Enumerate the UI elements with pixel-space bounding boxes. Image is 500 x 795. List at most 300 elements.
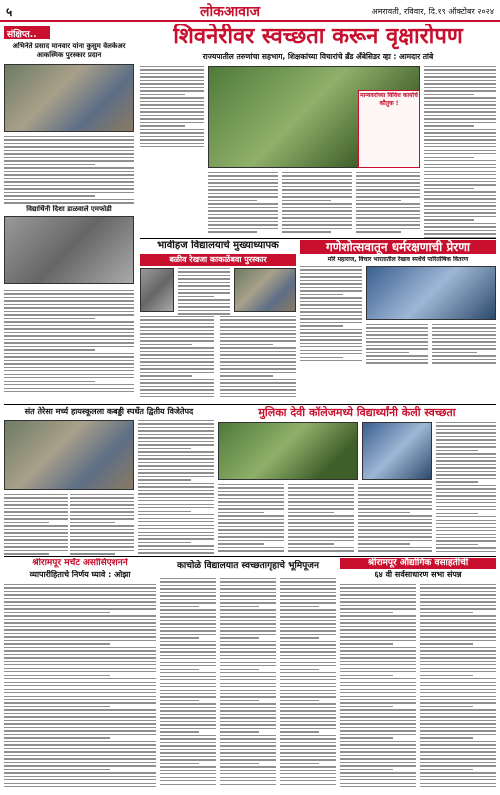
text-line [340,776,416,777]
text-line [282,196,352,197]
text-line [358,508,432,509]
text-line [424,118,496,119]
main-top-col4 [424,66,496,247]
text-line [4,536,68,537]
text-line [160,759,216,760]
text-line [424,230,496,231]
text-line [420,706,473,707]
text-line [160,686,216,687]
text-line [160,738,216,739]
text-line [220,703,276,704]
text-line [140,361,214,362]
text-line [4,508,68,509]
text-line [340,765,416,766]
text-line [70,504,134,505]
text-line [366,331,428,332]
text-line [4,494,68,495]
text-line [424,143,496,144]
text-line [4,657,156,658]
text-line [220,592,276,593]
text-line [4,619,156,620]
text-line [280,731,319,732]
text-line [208,182,278,183]
text-line [280,714,336,715]
text-line [140,344,192,345]
text-line [160,581,216,582]
text-line [300,273,362,274]
text-line [340,727,416,728]
text-line [4,723,156,724]
text-line [160,613,216,614]
text-line [282,172,352,173]
text-line [424,132,496,133]
text-line [280,655,336,656]
text-line [218,533,284,534]
text-line [4,353,134,354]
text-line [280,780,336,781]
text-line [436,506,496,507]
text-line [420,584,496,585]
text-line [218,494,284,495]
text-line [280,662,336,663]
text-line [138,493,214,494]
text-line [280,686,336,687]
text-line [160,648,216,649]
text-line [4,202,134,203]
bottom-mid-photo2 [362,422,432,480]
text-line [280,602,336,603]
text-line [220,358,296,359]
text-line [356,189,420,190]
main-top-col1 [140,66,204,150]
text-line [138,448,191,449]
text-line [220,382,296,383]
text-line [218,501,284,502]
bottom-mid-col1 [218,484,284,554]
text-line [138,497,214,498]
text-line [4,325,134,326]
text-line [138,532,214,533]
text-line [420,772,496,773]
text-line [160,669,199,670]
text-line [138,535,214,536]
text-line [356,228,420,229]
bottom-row-right-headline: श्रीरामपूर औद्योगिक वसाहतीची [340,558,496,569]
text-line [208,175,278,176]
text-line [160,641,216,642]
text-line [220,683,276,684]
text-line [282,228,352,229]
text-line [436,446,496,447]
text-line [160,742,216,743]
text-line [160,606,199,607]
text-line [140,382,214,383]
text-line [432,327,496,328]
text-line [288,522,354,523]
middle-headline: भावीहज विद्यालयाचे मुख्याध्यापक [157,240,279,251]
text-line [340,786,416,787]
text-line [220,766,276,767]
text-line [280,599,336,600]
text-line [4,370,134,371]
text-line [4,307,134,308]
text-line [356,193,420,194]
text-line [4,363,134,364]
text-line [220,738,276,739]
text-line [300,266,362,267]
text-line [432,348,496,349]
text-line [340,643,393,644]
text-line [280,627,336,628]
text-line [140,365,214,366]
text-line [178,313,230,314]
text-line [356,196,420,197]
text-line [208,203,278,204]
text-line [4,772,156,773]
text-line [138,490,214,491]
text-line [140,351,214,352]
text-line [424,209,496,210]
text-line [356,175,420,176]
text-line [358,501,432,502]
text-line [300,287,362,288]
bottom-mid-headline: मुलिका देवी कॉलेजमध्ये विद्यार्थ्यांनी केली स्वच्छता [258,406,456,419]
text-line [140,108,204,109]
text-line [288,515,354,516]
text-line [424,153,496,154]
text-line [424,171,496,172]
text-line [420,692,496,693]
text-line [220,641,276,642]
text-line [178,271,230,272]
text-line [366,324,428,325]
text-line [138,444,214,445]
text-line [356,182,420,183]
text-line [340,685,416,686]
text-line [340,706,393,707]
text-line [160,637,199,638]
text-line [218,519,284,520]
text-line [288,487,354,488]
text-line [420,734,496,735]
text-line [220,662,276,663]
text-line [160,683,216,684]
text-line [280,717,336,718]
text-line [220,379,296,380]
text-line [280,634,336,635]
text-line [288,533,354,534]
text-line [70,518,134,519]
text-line [220,759,276,760]
text-line [282,200,331,201]
text-line [288,498,354,499]
text-line [420,699,496,700]
text-line [420,696,496,697]
main-top-subhead: राज्यपातील तरुणांचा सहभाग, शिक्षकांच्या विचारांचे ब्रँड अँबेसिडर व्हा : आमदार तांबे [202,52,434,61]
text-line [424,188,474,189]
text-line [140,354,214,355]
text-line [436,520,496,521]
text-line [4,633,156,634]
text-line [140,372,214,373]
text-line [218,484,284,485]
text-line [4,164,95,165]
text-line [160,745,216,746]
text-line [420,765,496,766]
text-line [424,76,496,77]
text-line [356,224,420,225]
text-line [160,784,216,785]
text-line [160,714,216,715]
text-line [424,129,496,130]
text-line [420,689,496,690]
text-line [436,547,496,548]
text-line [140,330,214,331]
text-line [4,328,134,329]
text-line [288,501,354,502]
middle-col1 [178,268,230,317]
text-line [160,728,216,729]
text-line [280,759,336,760]
text-line [424,226,496,227]
text-line [280,620,336,621]
text-line [340,730,416,731]
text-line [420,702,496,703]
text-line [424,115,496,116]
text-line [140,90,204,91]
text-line [436,422,496,423]
text-line [140,104,204,105]
text-line [220,696,276,697]
text-line [4,543,68,544]
text-line [138,479,191,480]
text-line [160,780,216,781]
text-line [300,343,362,344]
text-line [340,615,416,616]
text-line [140,326,214,327]
text-line [138,511,191,512]
left-top-photo [4,64,134,132]
text-line [340,755,416,756]
text-line [140,129,204,130]
text-line [70,532,134,533]
text-line [300,304,362,305]
text-line [432,331,496,332]
text-line [140,66,204,67]
text-line [70,536,134,537]
text-line [340,737,393,738]
text-line [160,616,216,617]
text-line [340,591,416,592]
text-line [4,314,134,315]
text-line [280,763,319,764]
text-line [436,492,496,493]
text-line [208,172,278,173]
text-line [282,203,352,204]
text-line [160,773,216,774]
text-line [300,280,362,281]
text-line [358,529,432,530]
text-line [4,643,110,644]
text-line [356,203,420,204]
bottom-row-left-headline: श्रीरामपूर मर्चंट असोसिएशनने [32,558,128,568]
text-line [4,685,156,686]
text-line [432,338,496,339]
text-line [340,664,416,665]
text-line [420,626,496,627]
text-line [220,745,276,746]
text-line [160,655,216,656]
text-line [4,178,134,179]
text-line [424,202,496,203]
text-line [282,193,352,194]
boxed-title: मान्यवरांच्या विविध कार्याचे कौतुक ! [360,92,418,107]
text-line [436,474,496,475]
text-line [4,709,156,710]
text-line [70,515,134,516]
text-line [160,696,216,697]
text-line [4,744,156,745]
text-line [436,429,496,430]
text-line [340,748,416,749]
text-line [208,207,278,208]
left-top-headline: अभिनेते प्रसाद मानवार यांना कुसुम वेलकेअर आकस्मिक पुरस्कार प्रदान [12,42,126,59]
text-line [160,724,216,725]
text-line [160,658,216,659]
text-line [138,549,214,550]
text-line [218,543,264,544]
text-line [220,354,296,355]
text-line [220,672,276,673]
ganesh-photo [366,266,496,320]
text-line [424,160,496,161]
text-line [140,337,214,338]
text-line [160,756,216,757]
text-line [208,217,278,218]
text-line [160,777,216,778]
text-line [160,623,216,624]
text-line [218,529,284,530]
text-line [280,676,336,677]
text-line [424,233,496,234]
text-line [140,389,214,390]
text-line [140,73,204,74]
text-line [4,188,134,189]
text-line [220,756,276,757]
text-line [280,700,319,701]
text-line [358,526,432,527]
text-line [358,512,410,513]
text-line [436,530,496,531]
text-line [432,341,496,342]
text-line [4,689,156,690]
text-line [140,396,214,397]
text-line [220,330,296,331]
text-line [138,542,191,543]
text-line [138,486,214,487]
text-line [4,157,134,158]
text-line [138,504,214,505]
text-line [160,651,216,652]
text-line [220,630,276,631]
text-line [300,308,362,309]
text-line [4,553,49,554]
text-line [436,534,496,535]
text-line [4,293,134,294]
text-line [424,167,496,168]
text-line [220,344,273,345]
text-line [424,87,496,88]
text-line [220,700,259,701]
text-line [220,637,259,638]
text-line [4,311,134,312]
text-line [160,662,216,663]
bottom-left-col1 [4,494,68,557]
text-line [160,731,199,732]
text-line [220,686,276,687]
text-line [218,515,284,516]
text-line [208,200,257,201]
text-line [432,345,496,346]
text-line [220,752,276,753]
bottom-row-left-text [4,584,156,790]
text-line [4,605,156,606]
text-line [4,300,134,301]
text-line [4,367,134,368]
text-line [300,357,343,358]
text-line [4,671,156,672]
text-line [220,365,296,366]
ganesh-headline: गणेशोत्सवातून धर्मरक्षणाची प्रेरणा [300,240,496,254]
text-line [356,179,420,180]
text-line [436,460,496,461]
text-line [420,762,496,763]
text-line [4,146,134,147]
text-line [282,210,352,211]
text-line [420,678,496,679]
text-line [280,672,336,673]
text-line [300,294,343,295]
text-line [420,647,496,648]
ganesh-col3 [432,324,496,366]
text-line [340,779,416,780]
text-line [220,316,296,317]
text-line [424,80,496,81]
text-line [420,636,496,637]
text-line [160,595,216,596]
text-line [160,665,216,666]
bottom-row-left-subhead: व्यापारीहिताचे निर्णय घ्यावे : ओझा [29,570,131,579]
text-line [160,770,216,771]
text-line [280,690,336,691]
text-line [220,714,276,715]
text-line [436,523,496,524]
text-line [300,332,362,333]
text-line [424,146,496,147]
text-line [4,706,110,707]
bottom-mid-col3 [358,484,432,554]
text-line [340,657,416,658]
text-line [178,282,230,283]
text-line [280,749,336,750]
text-line [160,630,216,631]
text-line [300,290,362,291]
text-line [424,178,496,179]
text-line [220,340,296,341]
text-line [4,769,110,770]
text-line [340,626,416,627]
text-line [140,122,204,123]
